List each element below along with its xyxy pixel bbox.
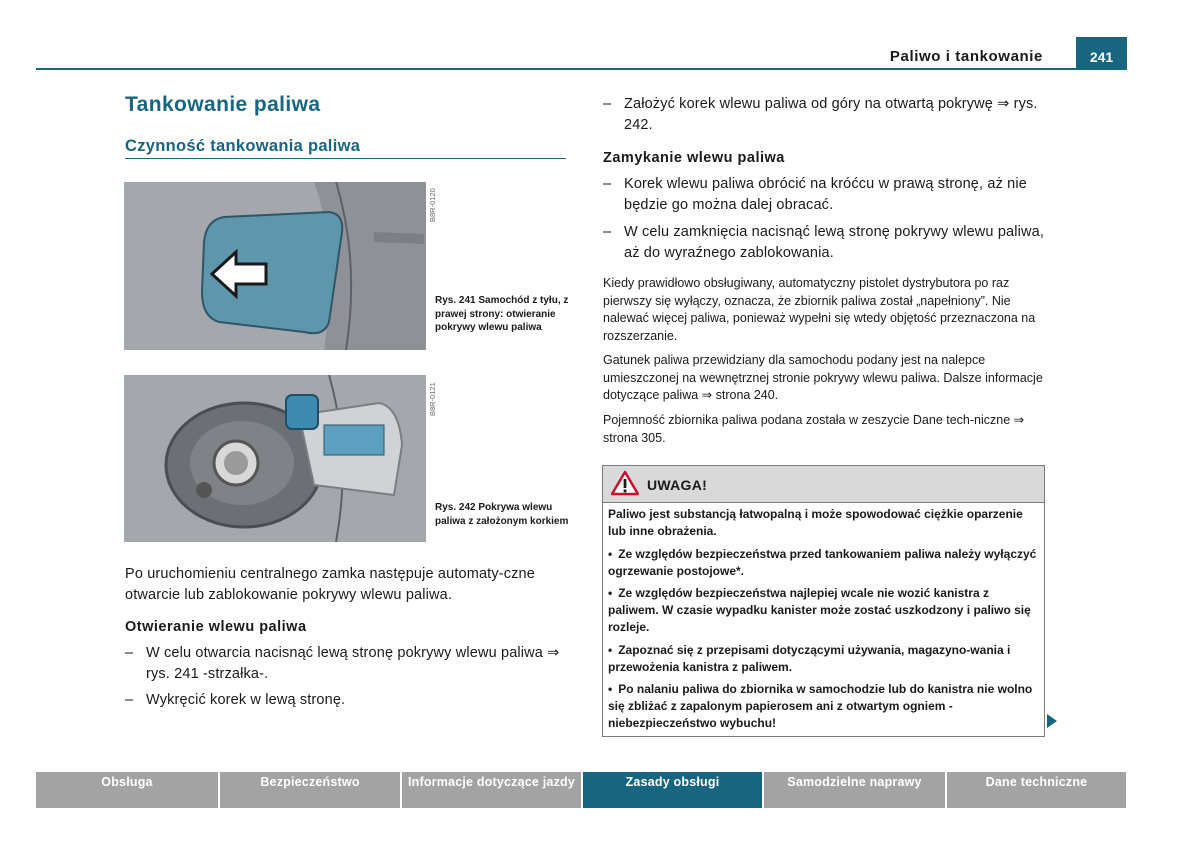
warning-item bbox=[608, 642, 1040, 676]
bullet: • bbox=[608, 643, 613, 657]
section-subtitle: Czynność tankowania paliwa bbox=[125, 137, 361, 155]
warning-item-text: Ze względów bezpieczeństwa przed tankowaniem paliwa należy wyłączyć ogrzewanie postojowe*. bbox=[608, 547, 1037, 579]
warning-item-text: Po nalaniu paliwa do zbiornika w samochodzie lub do kanistra nie wolno się zbliżać z zapalonym papierosem ani z otwartym ogniem - niebezpieczeństwo wybuchu! bbox=[608, 682, 1033, 731]
warning-intro: Paliwo jest substancją łatwopalną i może spowodować ciężkie oparzenie lub inne obrażenia. bbox=[608, 507, 1023, 539]
figure-241-code: B8R-0120 bbox=[428, 188, 437, 222]
warning-item bbox=[608, 681, 1040, 733]
dash: – bbox=[603, 96, 612, 112]
dash: – bbox=[603, 176, 612, 192]
nav-tab-bezpieczenstwo[interactable]: Bezpieczeństwo bbox=[220, 772, 400, 808]
section-title: Paliwo i tankowanie bbox=[889, 48, 1043, 65]
closing-item-text: W celu zamknięcia nacisnąć lewą stronę pokrywy wlewu paliwa, aż do wyraźnego zablokowania. bbox=[624, 224, 1044, 261]
opening-item-text: Założyć korek wlewu paliwa od góry na otwartą pokrywę ⇒ rys. 242. bbox=[624, 96, 1038, 133]
closing-heading: Zamykanie wlewu paliwa bbox=[603, 150, 785, 166]
dash: – bbox=[603, 224, 612, 240]
nav-tab-dane-techniczne[interactable]: Dane techniczne bbox=[947, 772, 1126, 808]
opening-item-text: W celu otwarcia nacisnąć lewą stronę pokrywy wlewu paliwa ⇒ rys. 241 -strzałka-. bbox=[146, 645, 560, 682]
warning-item-text: Ze względów bezpieczeństwa najlepiej wcale nie wozić kanistra z paliwem. W czasie wypadku kanister może zostać uszkodzony i paliwo się rozleje. bbox=[608, 586, 1031, 635]
warning-box bbox=[602, 465, 1045, 737]
warning-item-text: Zapoznać się z przepisami dotyczącymi używania, magazyno-wania i przewożenia kanistra z paliwem. bbox=[608, 643, 1011, 675]
note-paragraph: Gatunek paliwa przewidziany dla samochodu podany jest na nalepce umieszczonej na wewnętrznej stronie pokrywy wlewu paliwa. Dalsze informacje dotyczące paliwa ⇒ strona 240. bbox=[603, 353, 1043, 402]
note-paragraph: Kiedy prawidłowo obsługiwany, automatyczny pistolet dystrybutora po raz pierwszy się wyłączy, oznacza, że zbiornik paliwa został „napełniony”. Nie nalewać więcej paliwa, ponieważ wypełni się wtedy objętość przeznaczona na rozszerzanie. bbox=[603, 276, 1036, 343]
page-number: 241 bbox=[1076, 37, 1127, 70]
figure-241 bbox=[124, 182, 426, 350]
figure-242-caption: Rys. 242 Pokrywa wlewu paliwa z założonym korkiem bbox=[435, 502, 569, 527]
bullet: • bbox=[608, 586, 613, 600]
warning-item bbox=[608, 546, 1040, 580]
nav-tab-obsluga[interactable]: Obsługa bbox=[36, 772, 218, 808]
dash: – bbox=[125, 692, 134, 708]
nav-tab-zasady-obslugi[interactable]: Zasady obsługi bbox=[583, 772, 762, 808]
closing-item-text: Korek wlewu paliwa obrócić na króćcu w prawą stronę, aż nie będzie go można dalej obracać. bbox=[624, 176, 1027, 213]
closing-item bbox=[603, 222, 1049, 263]
bullet: • bbox=[608, 547, 613, 561]
note-paragraph: Pojemność zbiornika paliwa podana została w zeszycie Dane tech-niczne ⇒ strona 305. bbox=[603, 413, 1025, 445]
opening-item bbox=[125, 690, 571, 711]
figure-241-caption: Rys. 241 Samochód z tyłu, z prawej strony: otwieranie pokrywy wlewu paliwa bbox=[435, 295, 569, 333]
opening-item bbox=[125, 643, 571, 684]
opening-item bbox=[603, 94, 1054, 135]
warning-item bbox=[608, 585, 1040, 637]
bullet: • bbox=[608, 682, 613, 696]
figure-242-code: B8R-0121 bbox=[428, 382, 437, 416]
warning-title: UWAGA! bbox=[647, 477, 708, 493]
opening-item-text: Wykręcić korek w lewą stronę. bbox=[146, 692, 346, 708]
subtitle-rule bbox=[125, 158, 566, 159]
warning-header bbox=[603, 466, 1044, 503]
warning-triangle-icon bbox=[611, 470, 639, 501]
opening-heading: Otwieranie wlewu paliwa bbox=[125, 619, 307, 635]
nav-tab-samodzielne-naprawy[interactable]: Samodzielne naprawy bbox=[764, 772, 945, 808]
intro-text: Po uruchomieniu centralnego zamka następuje automaty-czne otwarcie lub zablokowanie pokrywy wlewu paliwa. bbox=[125, 566, 535, 603]
page-title: Tankowanie paliwa bbox=[125, 93, 321, 116]
dash: – bbox=[125, 645, 134, 661]
nav-tab-informacje-dotyczace-jazdy[interactable]: Informacje dotyczące jazdy bbox=[402, 772, 581, 808]
figure-242 bbox=[124, 375, 426, 542]
continue-arrow-icon bbox=[1047, 714, 1057, 728]
header-rule bbox=[36, 68, 1126, 70]
closing-item bbox=[603, 174, 1049, 215]
